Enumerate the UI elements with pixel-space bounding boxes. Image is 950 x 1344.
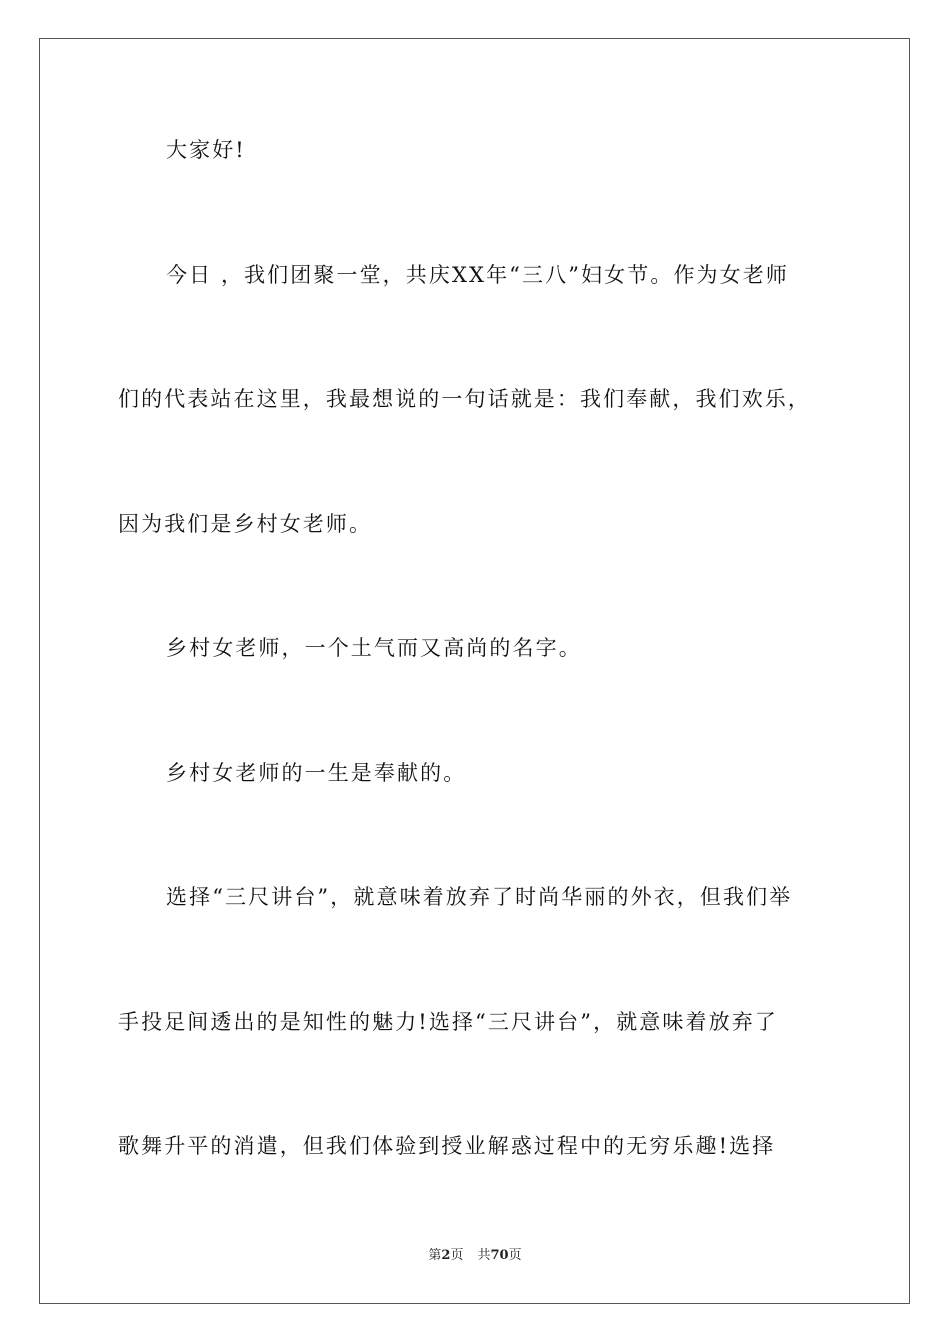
page-suffix: 页: [450, 1248, 464, 1263]
paragraph-line: 选择“三尺讲台”，就意味着放弃了时尚华丽的外衣，但我们举: [166, 885, 793, 909]
page-number: 2: [441, 1248, 451, 1263]
paragraph-line: 歌舞升平的消遣，但我们体验到授业解惑过程中的无穷乐趣!选择: [118, 1134, 776, 1158]
paragraph-line: 们的代表站在这里，我最想说的一句话就是：我们奉献，我们欢乐，: [118, 387, 811, 411]
page-border: [39, 38, 910, 1304]
paragraph-line: 大家好!: [166, 138, 246, 162]
total-suffix: 页: [508, 1248, 522, 1263]
total-pages: 70: [490, 1248, 509, 1263]
page-prefix: 第: [428, 1248, 442, 1263]
paragraph-line: 乡村女老师，一个土气而又高尚的名字。: [166, 636, 582, 660]
paragraph-line: 今日 ，我们团聚一堂，共庆XX年“三八”妇女节。作为女老师: [166, 263, 789, 287]
paragraph-line: 手投足间透出的是知性的魅力!选择“三尺讲台”，就意味着放弃了: [118, 1010, 778, 1034]
total-prefix: 共: [477, 1248, 491, 1263]
page-footer: [0, 1247, 950, 1265]
paragraph-line: 乡村女老师的一生是奉献的。: [166, 761, 467, 785]
paragraph-line: 因为我们是乡村女老师。: [118, 512, 373, 536]
